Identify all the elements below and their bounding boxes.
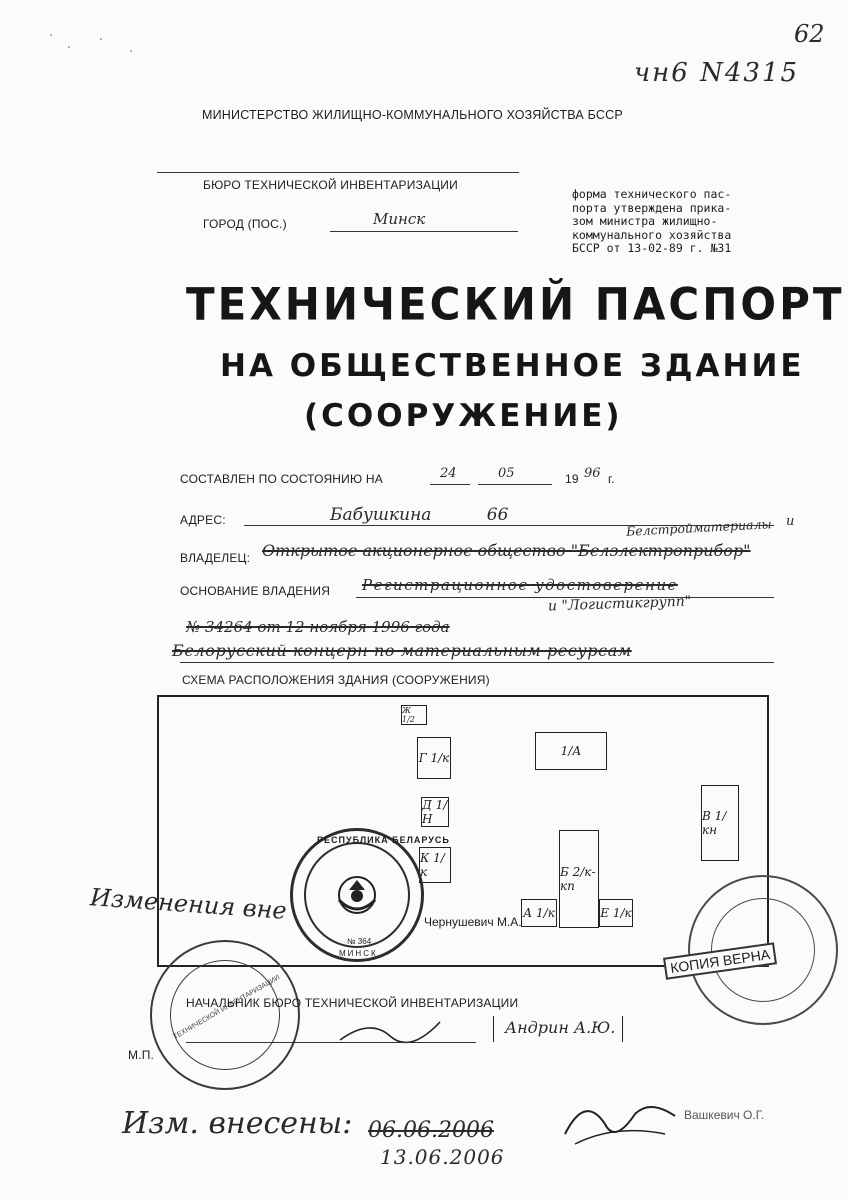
bureau-heading: БЮРО ТЕХНИЧЕСКОЙ ИНВЕНТАРИЗАЦИИ <box>203 178 458 192</box>
signer-bottom-name: Вашкевич О.Г. <box>684 1108 765 1122</box>
ministry-heading: МИНИСТЕРСТВО ЖИЛИЩНО-КОММУНАЛЬНОГО ХОЗЯЙСТВА БССР <box>202 108 623 122</box>
head-signature-line <box>186 1042 476 1043</box>
signer-mid-name: Чернушевич М.А. <box>424 915 522 929</box>
owner-struck: Открытое акционерное общество "Белэлектроприбор" <box>262 541 751 560</box>
owner-label: ВЛАДЕЛЕЦ: <box>180 551 251 565</box>
title-public-building: НА ОБЩЕСТВЕННОЕ ЗДАНИЕ <box>220 348 805 384</box>
title-technical-passport: ТЕХНИЧЕСКИЙ ПАСПОРТ <box>186 278 845 331</box>
copy-correct-stamp: КОПИЯ ВЕРНА <box>663 942 777 979</box>
basis-label: ОСНОВАНИЕ ВЛАДЕНИЯ <box>180 584 331 598</box>
state-emblem-icon <box>329 870 385 920</box>
city-value: Минск <box>373 210 426 228</box>
basis-line3-underline <box>180 662 774 663</box>
republic-seal-inner-ring <box>304 842 410 948</box>
seal-place-label: М.П. <box>128 1048 155 1062</box>
compiled-label: СОСТАВЛЕН ПО СОСТОЯНИЮ НА <box>180 472 383 486</box>
bti-round-seal <box>150 940 300 1090</box>
date-struck: 06.06.2006 <box>368 1118 494 1143</box>
compiled-year-prefix: 19 <box>565 472 579 486</box>
page-number: 62 <box>794 20 825 48</box>
form-note-line-4: коммунального хозяйства <box>572 227 732 242</box>
scan-noise-top-left <box>40 28 160 58</box>
building-e: Е 1/к <box>599 899 633 927</box>
compiled-year-suffix: 96 <box>584 466 601 481</box>
building-v: В 1/кн <box>701 785 739 861</box>
compiled-year-unit: г. <box>608 472 615 486</box>
basis-insert: и "Логистикгрупп" <box>547 593 692 615</box>
bottom-signature-mark <box>555 1094 685 1154</box>
building-d: Д 1/Н <box>422 798 448 826</box>
head-label: НАЧАЛЬНИК БЮРО ТЕХНИЧЕСКОЙ ИНВЕНТАРИЗАЦИИ <box>186 996 519 1010</box>
bti-round-seal-text: ТЕХНИЧЕСКОЙ ИНВЕНТАРИЗАЦИИ <box>172 974 282 1041</box>
city-label: ГОРОД (ПОС.) <box>203 217 287 231</box>
form-note-line-2: порта утверждена прика- <box>572 200 732 215</box>
compiled-month-line <box>478 484 552 485</box>
building-k: К 1/к <box>419 847 451 883</box>
building-b: Б 2/к-кп <box>559 830 599 928</box>
building-g: Г 1/к <box>417 737 451 779</box>
bti-round-seal-inner <box>170 960 280 1070</box>
form-approval-note <box>572 188 731 256</box>
form-note-line-3: зом министра жилищно- <box>572 214 718 228</box>
form-note-line-1: форма технического пас- <box>572 187 732 201</box>
compiled-day: 24 <box>440 466 457 481</box>
address-value: Бабушкина 66 <box>330 505 509 525</box>
head-name: Андрин А.Ю. <box>505 1018 616 1037</box>
changes-entered: Изм. внесены: <box>122 1106 353 1141</box>
republic-seal-number: № 364 <box>347 937 372 946</box>
building-zh: Ж 1/2 <box>401 705 427 725</box>
owner-insert: Белстройматериалы <box>625 516 772 539</box>
republic-seal-text: РЕСПУБЛИКА БЕЛАРУСЬ <box>317 835 450 845</box>
title-structure: (СООРУЖЕНИЕ) <box>304 398 623 434</box>
building-a-top: 1/А <box>535 732 607 770</box>
basis-line2-struck: № 34264 от 12 ноября 1996 года <box>186 618 450 636</box>
address-label: АДРЕС: <box>180 513 226 527</box>
basis-struck: Регистрационное удостоверение <box>362 576 678 594</box>
schema-label: СХЕМА РАСПОЛОЖЕНИЯ ЗДАНИЯ (СООРУЖЕНИЯ) <box>182 673 490 687</box>
building-a: А 1/к <box>521 899 557 927</box>
header-divider <box>157 172 519 173</box>
republic-seal-city: МИНСК <box>339 949 378 958</box>
owner-suffix: и <box>786 514 795 529</box>
date-new: 13.06.2006 <box>380 1145 505 1169</box>
changes-note: Изменения вне <box>89 883 288 925</box>
basis-line3: Белорусский концерн по материальным ресурсам <box>172 641 632 660</box>
form-note-line-5: БССР от 13-02-89 г. №31 <box>572 241 732 255</box>
compiled-month: 05 <box>498 466 515 481</box>
inventory-number: чн6 N4315 <box>634 58 800 88</box>
city-underline <box>330 231 518 232</box>
compiled-day-line <box>430 484 470 485</box>
